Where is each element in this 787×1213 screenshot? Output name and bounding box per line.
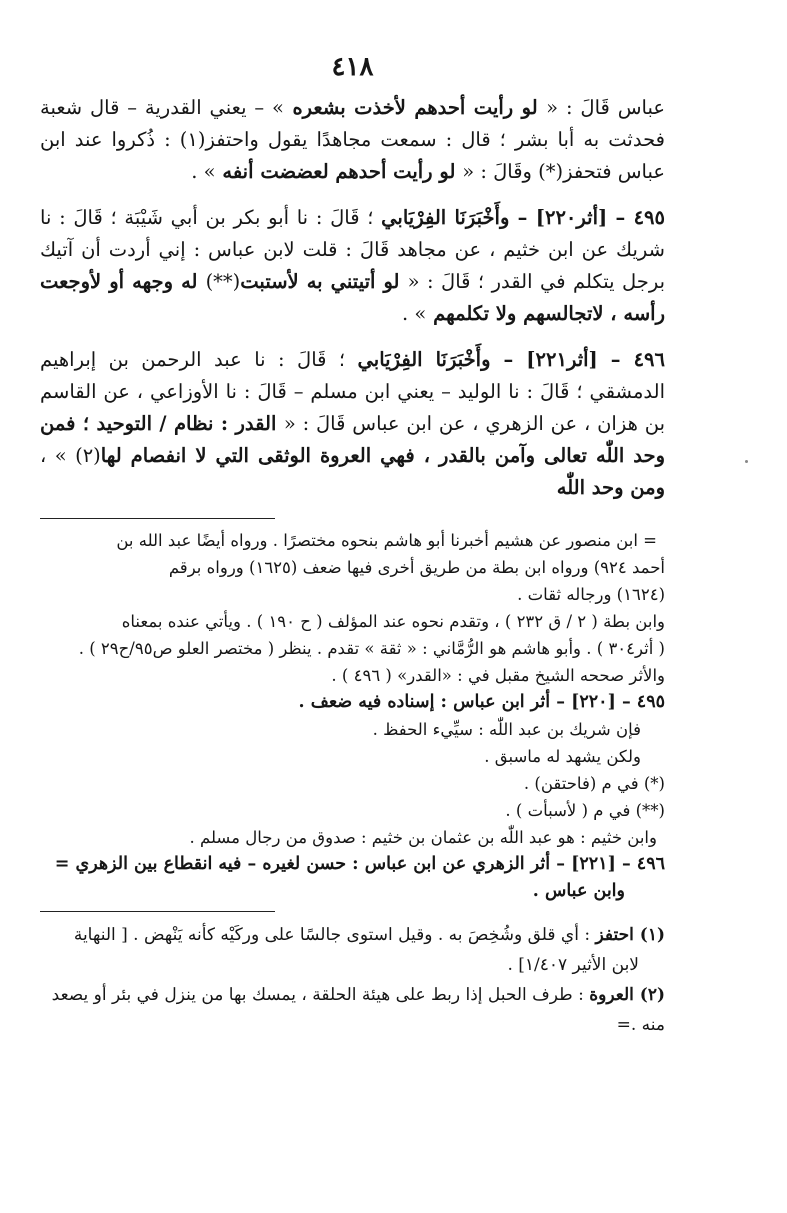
gloss-1-head: (١) احتفز: [595, 925, 665, 945]
footnotes-block: [40, 527, 665, 905]
gloss-2-text: : طرف الحبل إذا ربط على هيئة الحلقة ، يمسك بها من ينزل في بئر أو يصعد منه .=: [51, 985, 665, 1035]
gloss-1-cont: لابن الأثير ١/٤٠٧] .: [507, 955, 639, 975]
footnote-line-1: = ابن منصور عن هشيم أخبرنا أبو هاشم بنحوه مختصرًا . ورواه أيضًا عبد الله بن: [116, 531, 657, 550]
footnote-line-9: ولكن يشهد له ماسبق .: [484, 747, 641, 766]
gloss-2-head: (٢) العروة: [589, 985, 665, 1005]
p3-heading: ٤٩٦ – [أثر٢٢١] – وأَخْبَرَنَا الفِرْيَابي: [357, 348, 665, 371]
p2-text-f: » .: [401, 302, 427, 325]
footnote-line-5: ( أثر٣٠٤ ) . وأبو هاشم هو الرُّمَّاني : « ثقة » تقدم . ينظر ( مختصر العلو ص٩٥/ح٢٩ ) .: [78, 639, 665, 658]
main-text: [40, 92, 665, 504]
p1-quote-1: لو رأيت أحدهم لأخذت بشعره: [283, 96, 547, 119]
p3-quote: القدر : نظام / التوحيد ؛ فمن وحد اللّٰه تعالى وآمن بالقدر ، فهي العروة الوثقى التي لا انفصام لها: [40, 412, 665, 467]
p1-text-a: عباس قَالَ : «: [546, 96, 666, 119]
p1-text-g: وقَالَ : «: [462, 160, 539, 183]
p2-heading: ٤٩٥ – [أثر٢٢٠] – وأَخْبَرَنَا الفِرْيَابي: [381, 206, 665, 229]
footnote-ref-star: (*): [538, 160, 564, 183]
p2-text-b: ؛ قَالَ : نا أبو بكر بن أبي شَيْبَة ؛ قَالَ : نا شريك عن ابن خثيم ، عن مجاهد قَالَ : قلت لابن عباس : إني أردت أن آتيك برجل يتكلم في القدر ؛ قَالَ : «: [40, 206, 666, 293]
p2-quote-2: له وجهه أو لأوجعت رأسه ، لاتجالسهم ولا تكلمهم: [40, 270, 665, 325]
footnote-ref-1: (١): [179, 128, 206, 151]
book-page: [40, 52, 665, 1040]
scan-speck: [745, 460, 748, 463]
footnote-line-12: وابن خثيم : هو عبد اللّٰه بن عثمان بن خثيم : صدوق من رجال مسلم .: [189, 828, 657, 847]
footnote-line-11: (**) في م ( لأسبأت ) .: [505, 801, 665, 820]
p2-quote-1: لو أتيتني به لأستبت: [240, 270, 408, 293]
glosses-block: [40, 920, 665, 1040]
gloss-1: [40, 920, 665, 950]
footnote-line-4: وابن بطة ( ٢ / ق ٢٣٢ ) ، وتقدم نحوه عند المؤلف ( ح ١٩٠ ) . ويأتي عنده بمعناه: [121, 612, 665, 631]
footnote-line-13-text: ٤٩٦ – [٢٢١] – أثر الزهري عن ابن عباس : حسن لغيره – فيه انقطاع بين الزهري: [75, 854, 665, 874]
footnote-ref-2: (٢): [75, 444, 101, 467]
p1-text-e: : ذُكروا عند ابن عباس فتحفز: [40, 128, 665, 183]
footnote-ref-dstar: (**): [205, 270, 241, 293]
paragraph-1: [40, 92, 665, 188]
gloss-1-text: : أي قلق وشُخِصَ به . وقيل استوى جالسًا على وركَيْه كأنه يَنْهض . [ النهاية: [73, 925, 596, 945]
footnote-line-10: (*) في م (فاحتقن) .: [523, 774, 665, 793]
p3-text-f: ومن وحد اللّٰه: [556, 476, 665, 499]
footnote-continue-mark: =: [54, 854, 70, 874]
p1-text-c: » – يعني القدرية – قال شعبة فحدثت به أبا بشر ؛ قال : سمعت مجاهدًا يقول واحتفز: [40, 96, 665, 151]
footnote-line-3: (١٦٢٤) ورجاله ثقات .: [517, 585, 665, 604]
paragraph-2: [40, 202, 665, 330]
footnote-line-2: أحمد ٩٢٤) ورواه ابن بطة من طريق أخرى فيها ضعف (١٦٢٥) ورواه برقم: [168, 558, 665, 577]
footnote-line-8: فإن شريك بن عبد اللّٰه : سيِّيء الحفظ .: [372, 720, 641, 739]
footnote-line-7: ٤٩٥ – [٢٢٠] – أثر ابن عباس : إسناده فيه ضعف .: [298, 692, 665, 712]
p3-text-e: » ،: [40, 444, 76, 467]
page-number: ٤١٨: [331, 52, 374, 82]
footnote-line-14: وابن عباس .: [532, 881, 625, 901]
p1-quote-2: لو رأيت أحدهم لعضضت أنفه: [215, 160, 463, 183]
p1-text-i: » .: [191, 160, 216, 183]
p3-text-b: ؛ قَالَ : نا عبد الرحمن بن إبراهيم الدمشقي ؛ قَالَ : نا الوليد – يعني ابن مسلم – قَالَ : نا الأوزاعي ، عن القاسم بن هزان ، عن الزهري ، عن ابن عباس قَالَ : «: [40, 348, 665, 435]
gloss-separator: [40, 911, 275, 912]
paragraph-3: [40, 344, 665, 504]
footnote-line-13: [40, 851, 665, 878]
footnote-line-6: والأثر صححه الشيخ مقبل في : «القدر» ( ٤٩٦ ) .: [331, 666, 665, 685]
footnote-separator: [40, 518, 275, 519]
gloss-2: [40, 980, 665, 1040]
